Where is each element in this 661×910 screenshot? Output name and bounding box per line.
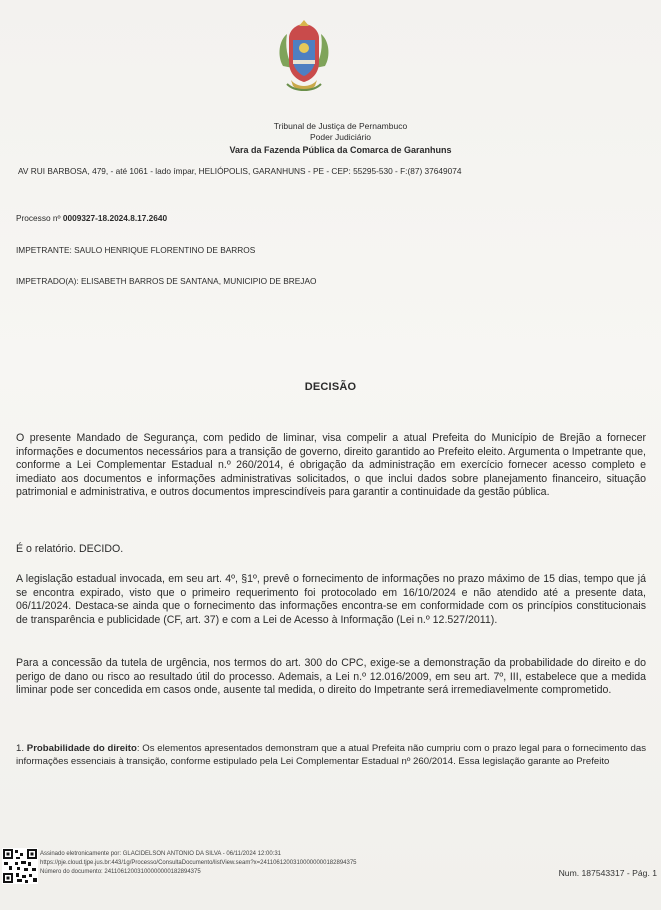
paragraph-urgency: Para a concessão da tutela de urgência, nos termos do art. 300 do CPC, exige-se a demonstração da probabilidade do direito e do perigo de dano ou risco ao resultado útil do processo. Ademais, a Lei n.º 12.016/2009, em seu art. 7º, III, estabelece que a medida liminar pode ser concedida em casos onde, ausente tal medida, o direito do Impetrante será irremediavelmente comprometido. [16, 657, 646, 697]
item-text: : Os elementos apresentados demonstram que a atual Prefeita não cumpriu com o prazo legal para o fornecimento das informações essenciais à transição, conforme estipulado pela Lei Complementar Estadual nº 260/2014. Essa legislação garante ao Prefeito [16, 743, 646, 767]
page-reference: Num. 187543317 - Pág. 1 [558, 868, 657, 878]
item-heading: Probabilidade do direito [26, 743, 137, 754]
court-name: Tribunal de Justiça de Pernambuco [273, 121, 408, 131]
process-number: 0009327-18.2024.8.17.2640 [62, 213, 168, 223]
document-url[interactable]: https://pje.cloud.tjpe.jus.br:443/1g/Processo/ConsultaDocumento/listView.seam?x=24110612003100000000182894375 [40, 860, 357, 866]
court-address: AV RUI BARBOSA, 479, - até 1061 - lado ímpar, HELIÓPOLIS, GARANHUNS - PE - CEP: 55295-530 - F:(87) 37649074 [18, 166, 462, 176]
process-label: Processo nº [16, 213, 61, 223]
judicial-power: Poder Judiciário [310, 132, 371, 142]
coat-of-arms-logo [275, 18, 333, 102]
document-number: Número do documento: 24110612003100000000182894375 [40, 869, 201, 875]
process-line [16, 213, 167, 223]
qr-code-icon[interactable] [2, 848, 38, 884]
paragraph-legislation: A legislação estadual invocada, em seu art. 4º, §1º, prevê o fornecimento de informações no prazo máximo de 15 dias, tempo que já se encontra expirado, visto que o primeiro requerimento foi protocolado em 16/10/2024 e não atendido até a presente data, 06/11/2024. Destaca-se ainda que o fornecimento das informações encontra-se em conformidade com os princípios constitucionais de transparência e publicidade (CF, art. 37) e com a Lei de Acesso à Informação (Lei n.º 12.527/2011). [16, 573, 646, 626]
paragraph-probability [16, 742, 646, 768]
impetrante-line: IMPETRANTE: SAULO HENRIQUE FLORENTINO DE BARROS [16, 245, 256, 255]
item-number: 1. [16, 743, 25, 754]
decision-title: DECISÃO [304, 381, 357, 393]
signed-by: Assinado eletronicamente por: GLACIDELSON ANTONIO DA SILVA - 06/11/2024 12:00:31 [40, 851, 282, 857]
paragraph-report: É o relatório. DECIDO. [16, 543, 124, 555]
court-division: Vara da Fazenda Pública da Comarca de Garanhuns [229, 145, 452, 155]
signature-footer [0, 846, 661, 910]
paragraph-intro: O presente Mandado de Segurança, com pedido de liminar, visa compelir a atual Prefeita do Município de Brejão a fornecer informações e documentos necessários para a transição de governo, direito garantido ao Prefeito eleito. Argumenta o Impetrante que, conforme a Lei Complementar Estadual n.º 260/2014, é obrigação da administração em exercício fornecer acesso completo e imediato aos documentos e informações administrativas solicitados, o que inclui dados sobre planejamento financeiro, situação patrimonial e administrativa, e outros documentos imprescindíveis para garantir a continuidade da gestão pública. [16, 432, 646, 499]
impetrado-line: IMPETRADO(A): ELISABETH BARROS DE SANTANA, MUNICIPIO DE BREJAO [16, 276, 317, 286]
signature-details [40, 850, 357, 877]
